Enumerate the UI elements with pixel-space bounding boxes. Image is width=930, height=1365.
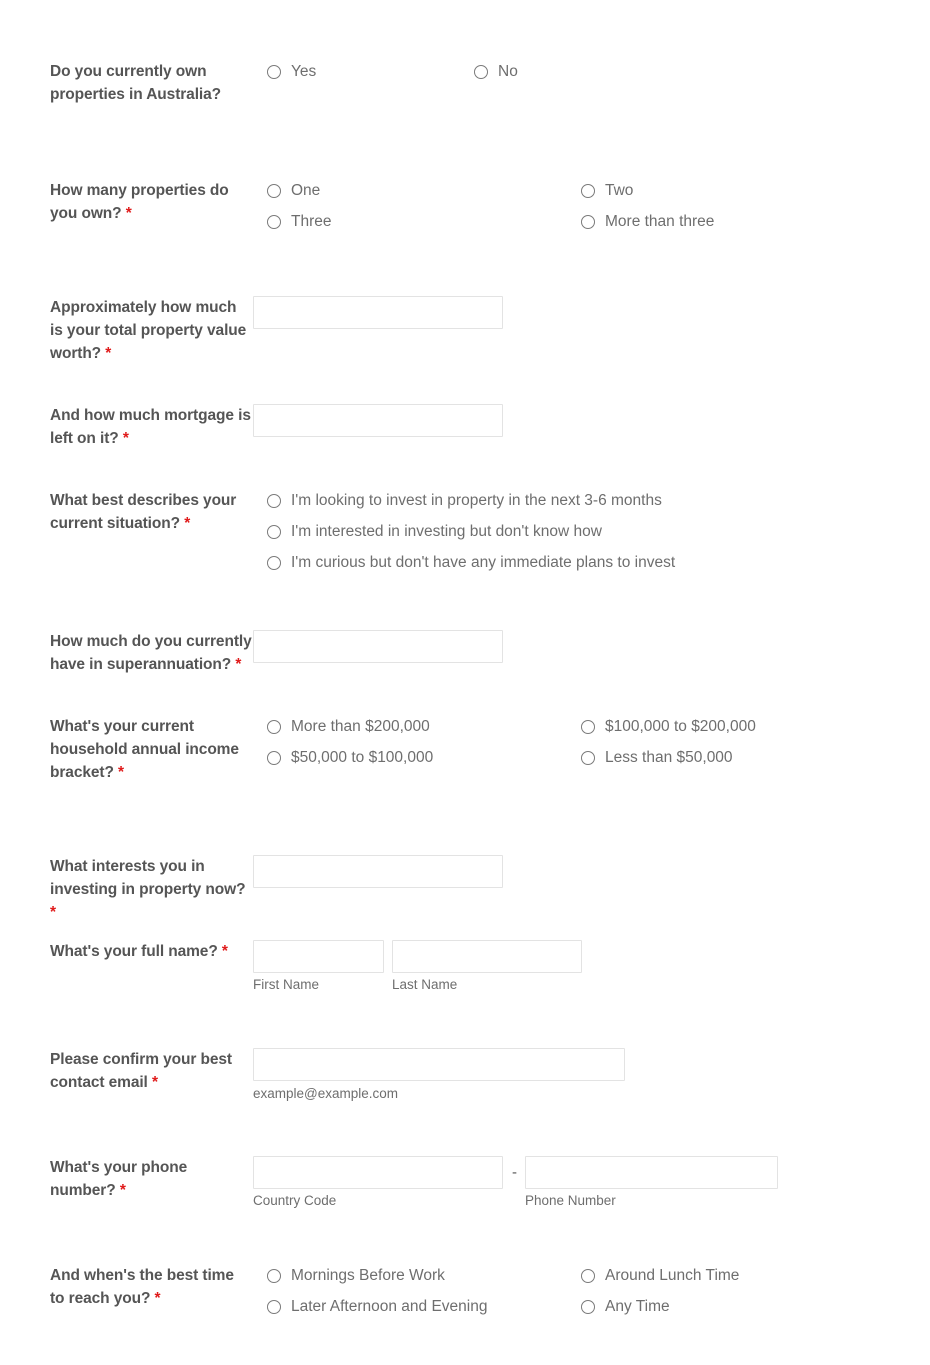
radio-circle-icon[interactable] [581, 215, 595, 229]
investment-interest-input[interactable] [253, 855, 503, 888]
question-body [253, 715, 913, 773]
required-asterisk: * [118, 764, 124, 781]
radio-option-looking-to-invest[interactable] [267, 491, 662, 511]
radio-option-later-afternoon-evening[interactable] [267, 1297, 487, 1317]
radio-circle-icon[interactable] [581, 1300, 595, 1314]
question-label-text: And how much mortgage is left on it? [50, 407, 251, 447]
country-code-field [253, 1156, 503, 1209]
question-body [253, 940, 673, 1000]
question-label-text: What interests you in investing in property now? [50, 858, 246, 898]
radio-circle-icon[interactable] [267, 720, 281, 734]
last-name-sublabel: Last Name [392, 977, 458, 992]
radio-option-around-lunch-time[interactable] [581, 1266, 739, 1286]
question-label-text: What best describes your current situation? [50, 492, 237, 532]
question-label [50, 940, 252, 963]
question-label-text: What's your phone number? [50, 1159, 188, 1199]
radio-circle-icon[interactable] [267, 215, 281, 229]
radio-circle-icon[interactable] [267, 525, 281, 539]
radio-circle-icon[interactable] [267, 556, 281, 570]
radio-circle-icon[interactable] [267, 1269, 281, 1283]
question-body [253, 1156, 793, 1216]
radio-option-label: I'm interested in investing but don't know how [291, 523, 602, 540]
phone-separator: - [512, 1164, 517, 1181]
question-label [50, 489, 252, 535]
last-name-field [392, 940, 582, 993]
email-format-hint: example@example.com [253, 1086, 399, 1101]
question-label-text: And when's the best time to reach you? [50, 1267, 234, 1307]
radio-circle-icon[interactable] [267, 494, 281, 508]
question-label-text: How many properties do you own? [50, 182, 229, 222]
phone-number-sublabel: Phone Number [525, 1193, 616, 1208]
question-body [253, 489, 930, 581]
question-label [50, 1048, 252, 1094]
required-asterisk: * [154, 1290, 161, 1307]
question-body [253, 404, 503, 437]
radio-option-less-than-50k[interactable] [581, 748, 733, 768]
question-label [50, 404, 252, 450]
radio-option-no[interactable] [474, 62, 518, 82]
question-label [50, 715, 252, 784]
phone-number-field [525, 1156, 778, 1209]
radio-option-label: Two [605, 182, 634, 199]
radio-circle-icon[interactable] [267, 65, 281, 79]
required-asterisk: * [235, 656, 242, 673]
required-asterisk: * [105, 345, 112, 362]
first-name-sublabel: First Name [253, 977, 320, 992]
radio-option-two[interactable] [581, 181, 633, 201]
last-name-input[interactable] [392, 940, 582, 973]
superannuation-input[interactable] [253, 630, 503, 663]
radio-option-label: More than three [605, 213, 715, 230]
question-label-text: What's your full name? [50, 943, 218, 960]
phone-number-input[interactable] [525, 1156, 778, 1189]
radio-option-label: Later Afternoon and Evening [291, 1298, 488, 1315]
required-asterisk: * [125, 205, 132, 222]
question-body [253, 179, 913, 237]
radio-circle-icon[interactable] [581, 751, 595, 765]
radio-option-label: $50,000 to $100,000 [291, 749, 434, 766]
radio-option-more-than-200k[interactable] [267, 717, 430, 737]
question-label [50, 1156, 252, 1202]
question-label [50, 296, 252, 365]
radio-option-label: I'm looking to invest in property in the next 3-6 months [291, 492, 662, 509]
radio-circle-icon[interactable] [267, 1300, 281, 1314]
question-body [253, 296, 503, 329]
question-label [50, 60, 252, 106]
first-name-field [253, 940, 384, 993]
required-asterisk: * [119, 1182, 126, 1199]
radio-option-label: Around Lunch Time [605, 1267, 740, 1284]
total-property-value-input[interactable] [253, 296, 503, 329]
required-asterisk: * [122, 430, 129, 447]
country-code-input[interactable] [253, 1156, 503, 1189]
radio-circle-icon[interactable] [267, 184, 281, 198]
question-label-text: How much do you currently have in superannuation? [50, 633, 252, 673]
radio-option-yes[interactable] [267, 62, 316, 82]
radio-circle-icon[interactable] [581, 1269, 595, 1283]
radio-option-label: Yes [291, 63, 317, 80]
radio-option-curious-no-plans[interactable] [267, 553, 675, 573]
required-asterisk: * [151, 1074, 158, 1091]
radio-option-more-than-three[interactable] [581, 212, 714, 232]
question-label [50, 179, 252, 225]
contact-email-input[interactable] [253, 1048, 625, 1081]
radio-option-label: One [291, 182, 321, 199]
question-body [253, 630, 503, 663]
radio-option-label: No [498, 63, 518, 80]
question-body [253, 60, 873, 86]
radio-option-three[interactable] [267, 212, 332, 232]
mortgage-left-input[interactable] [253, 404, 503, 437]
radio-option-one[interactable] [267, 181, 320, 201]
question-label-text: Please confirm your best contact email [50, 1051, 232, 1091]
radio-option-label: I'm curious but don't have any immediate plans to invest [291, 554, 676, 571]
required-asterisk: * [184, 515, 191, 532]
question-label [50, 630, 252, 676]
question-label-text: Do you currently own properties in Australia? [50, 63, 222, 103]
radio-option-label: Three [291, 213, 332, 230]
radio-option-label: Less than $50,000 [605, 749, 733, 766]
radio-option-50k-to-100k[interactable] [267, 748, 433, 768]
radio-option-mornings-before-work[interactable] [267, 1266, 445, 1286]
question-body [253, 1048, 625, 1102]
question-body [253, 1264, 913, 1322]
question-label-text: Approximately how much is your total property value worth? [50, 299, 247, 362]
country-code-sublabel: Country Code [253, 1193, 337, 1208]
radio-option-interested-dont-know-how[interactable] [267, 522, 602, 542]
radio-circle-icon[interactable] [581, 720, 595, 734]
question-label [50, 1264, 252, 1310]
radio-option-label: $100,000 to $200,000 [605, 718, 756, 735]
radio-option-label: Mornings Before Work [291, 1267, 445, 1284]
question-label [50, 855, 252, 924]
radio-option-label: Any Time [605, 1298, 670, 1315]
question-body [253, 855, 503, 888]
radio-circle-icon[interactable] [267, 751, 281, 765]
radio-circle-icon[interactable] [581, 184, 595, 198]
radio-option-any-time[interactable] [581, 1297, 670, 1317]
required-asterisk: * [221, 943, 228, 960]
first-name-input[interactable] [253, 940, 384, 973]
radio-option-label: More than $200,000 [291, 718, 430, 735]
radio-option-100k-to-200k[interactable] [581, 717, 756, 737]
question-label-text: What's your current household annual income bracket? [50, 718, 239, 781]
required-asterisk: * [50, 904, 56, 921]
radio-circle-icon[interactable] [474, 65, 488, 79]
